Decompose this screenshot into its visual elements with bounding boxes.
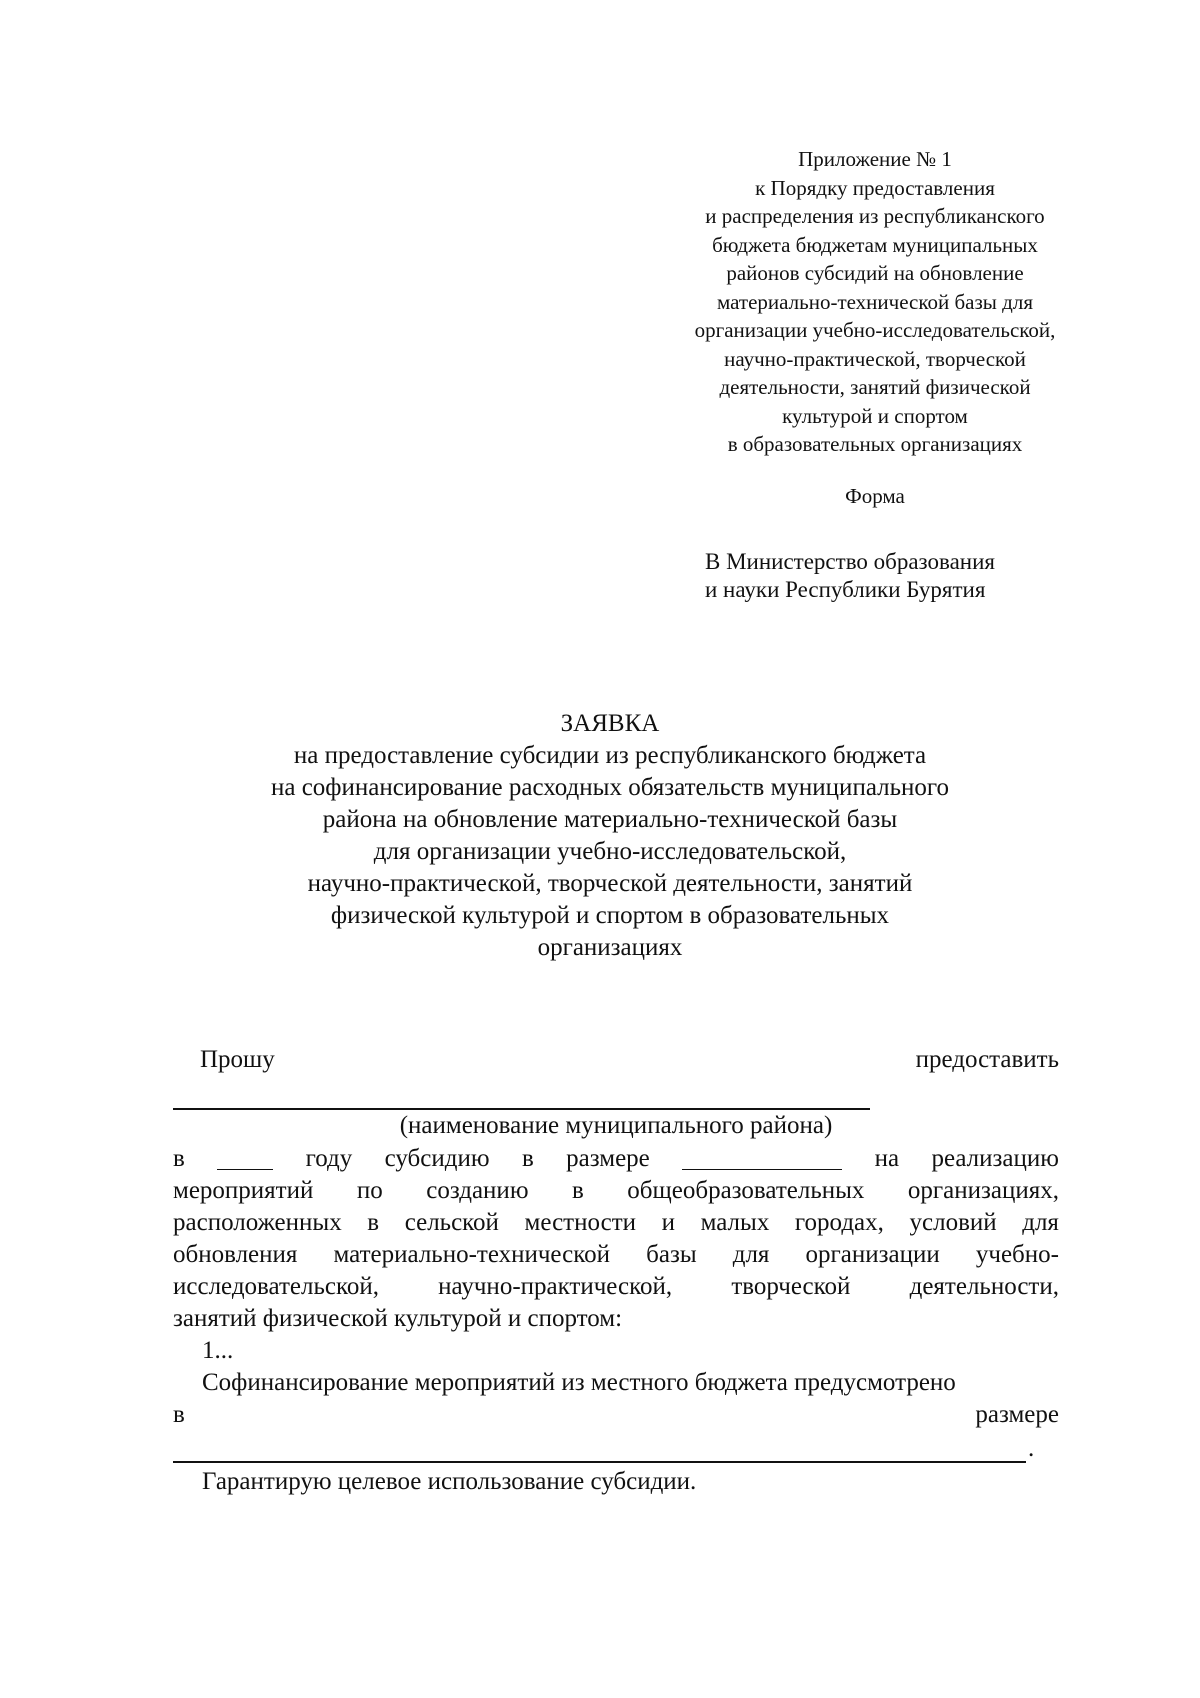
word: субсидию [384,1145,490,1172]
word: базы [646,1241,697,1268]
request-right: предоставить [915,1046,1059,1073]
title-line: на предоставление субсидии из республиканского бюджета [293,742,927,769]
appendix-line: организации учебно-исследовательской, [694,318,1056,342]
amount-row [173,1399,1059,1431]
word: сельской [404,1209,499,1236]
word: обновления [173,1241,298,1268]
word: по [356,1177,383,1204]
word: мероприятий [173,1177,314,1204]
amount-left: в [173,1401,185,1428]
word: году [305,1145,353,1172]
year-row [173,1143,1059,1175]
word: научно-практической, [438,1273,673,1300]
word: в [571,1177,584,1204]
appendix-line: Приложение № 1 [798,147,952,171]
paragraph-line [173,1239,1059,1271]
word: городах, [794,1209,884,1236]
appendix-line: научно-практической, творческой [724,346,1026,371]
word: для [1022,1209,1059,1236]
appendix-line: в образовательных организациях [727,432,1023,456]
word: в [521,1145,534,1172]
appendix-line: районов субсидий на обновление [726,261,1024,285]
paragraph-line [173,1271,1059,1303]
appendix-line: бюджета бюджетам муниципальных [712,232,1038,257]
form-label: Форма [845,484,905,508]
cofinancing-text: Софинансирование мероприятий из местного бюджета предусмотрено [202,1369,956,1396]
addressee-line: и науки Республики Бурятия [705,577,986,602]
word: деятельности, [909,1273,1059,1300]
addressee [705,548,1105,604]
word: местности [524,1209,636,1236]
paragraph-line [173,1207,1059,1239]
title-line: организациях [537,934,683,961]
word: организации [805,1241,940,1268]
word: размере [566,1145,650,1172]
appendix-line: и распределения из республиканского [705,204,1045,228]
title-line: района на обновление материально-технической базы [322,806,898,833]
word: организациях, [907,1177,1059,1204]
application-title [160,708,1060,964]
word: для [732,1241,770,1268]
word: на [874,1145,900,1172]
appendix-header [640,145,1110,459]
paragraph-last-line: занятий физической культурой и спортом: [173,1305,623,1332]
title-line: для организации учебно-исследовательской, [373,838,847,865]
cofinancing-amount-blank[interactable] [173,1461,1026,1463]
item-1: 1... [202,1337,234,1364]
addressee-line: В Министерство образования [705,549,995,574]
appendix-line: материально-технической базы для [717,289,1033,314]
word: расположенных [173,1209,342,1236]
word: созданию [426,1177,529,1204]
word: в [173,1145,185,1172]
paragraph [173,1175,1059,1431]
guarantee-text: Гарантирую целевое использование субсидии. [202,1468,697,1495]
word: и [661,1209,675,1236]
title-line: научно-практической, творческой деятельности, занятий [307,870,913,897]
amount-right: размере [975,1401,1059,1428]
year-blank[interactable] [217,1143,273,1170]
request-row [200,1044,1059,1076]
title-line: физической культурой и спортом в образовательных [330,902,890,929]
word: материально-технической [333,1241,611,1268]
appendix-line: культурой и спортом [782,403,968,428]
word: малых [700,1209,770,1236]
word: общеобразовательных [627,1177,865,1204]
word: в [367,1209,380,1236]
title-line: на софинансирование расходных обязательств муниципального [270,774,950,801]
title-heading: ЗАЯВКА [560,710,660,737]
word: реализацию [931,1145,1059,1172]
amount-blank[interactable] [682,1143,842,1170]
word: условий [909,1209,997,1236]
word: исследовательской, [173,1273,379,1300]
word: творческой [731,1273,851,1300]
paragraph-line [173,1175,1059,1207]
appendix-line: к Порядку предоставления [755,175,995,200]
amount-end: . [1028,1435,1035,1462]
district-caption: (наименование муниципального района) [399,1112,833,1139]
word: учебно- [975,1241,1059,1268]
appendix-line: деятельности, занятий физической [719,375,1031,399]
request-left: Прошу [200,1046,275,1073]
